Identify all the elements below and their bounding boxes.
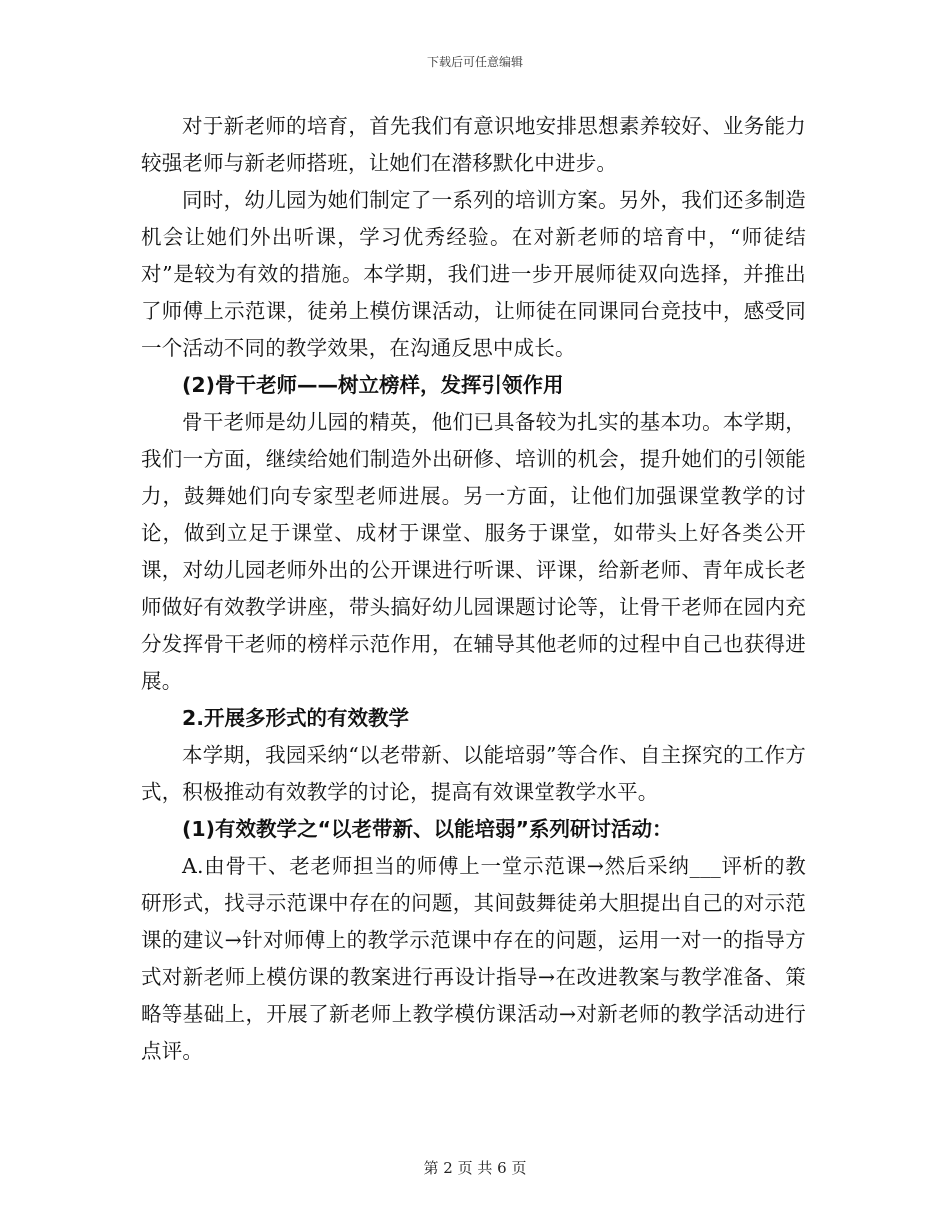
paragraph-backbone-teachers: 骨干老师是幼儿园的精英，他们已具备较为扎实的基本功。本学期，我们一方面，继续给她们制造外出研修、培训的机会，提升她们的引领能力，鼓舞她们向专家型老师进展。另一方面，让他们加强课堂教学的讨论，做到立足于课堂、成材于课堂、服务于课堂，如带头上好各类公开课，对幼儿园老师外出的公开课进行听课、评课，给新老师、青年成长老师做好有效教学讲座，带头搞好幼儿园课题讨论等，让骨干老师在园内充分发挥骨干老师的榜样示范作用，在辅导其他老师的过程中自己也获得进展。	[141, 410, 806, 693]
document-body	[141, 108, 806, 1070]
heading-effective-teaching: 2.开展多形式的有效教学	[182, 706, 410, 730]
paragraph-effective-teaching: 本学期，我园采纳“以老带新、以能培弱”等合作、自主探究的工作方式，积极推动有效教学的讨论，提高有效课堂教学水平。	[141, 743, 806, 804]
paragraph-new-teacher-training: 对于新老师的培育，首先我们有意识地安排思想素养较好、业务能力较强老师与新老师搭班，让她们在潜移默化中进步。	[141, 114, 806, 175]
download-note: 下载后可任意编辑	[426, 55, 523, 69]
page-number: 第 2 页 共 6 页	[423, 1159, 527, 1177]
heading-backbone-teachers: (2)骨干老师——树立榜样，发挥引领作用	[182, 373, 564, 397]
paragraph-training-plan: 同时，幼儿园为她们制定了一系列的培训方案。另外，我们还多制造机会让她们外出听课，学习优秀经验。在对新老师的培育中，“师徒结对”是较为有效的措施。本学期，我们进一步开展师徒双向选择，并推出了师傅上示范课，徒弟上模仿课活动，让师徒在同课同台竞技中，感受同一个活动不同的教学效果，在沟通反思中成长。	[141, 188, 806, 360]
paragraph-seminar-steps: A.由骨干、老老师担当的师傅上一堂示范课→然后采纳___评析的教研形式，找寻示范课中存在的问题，其间鼓舞徒弟大胆提出自己的对示范课的建议→针对师傅上的教学示范课中存在的问题，运用一对一的指导方式对新老师上模仿课的教案进行再设计指导→在改进教案与教学准备、策略等基础上，开展了新老师上教学模仿课活动→对新老师的教学活动进行点评。	[141, 854, 806, 1063]
heading-seminar-activities: (1)有效教学之“以老带新、以能培弱”系列研讨活动：	[182, 817, 673, 841]
